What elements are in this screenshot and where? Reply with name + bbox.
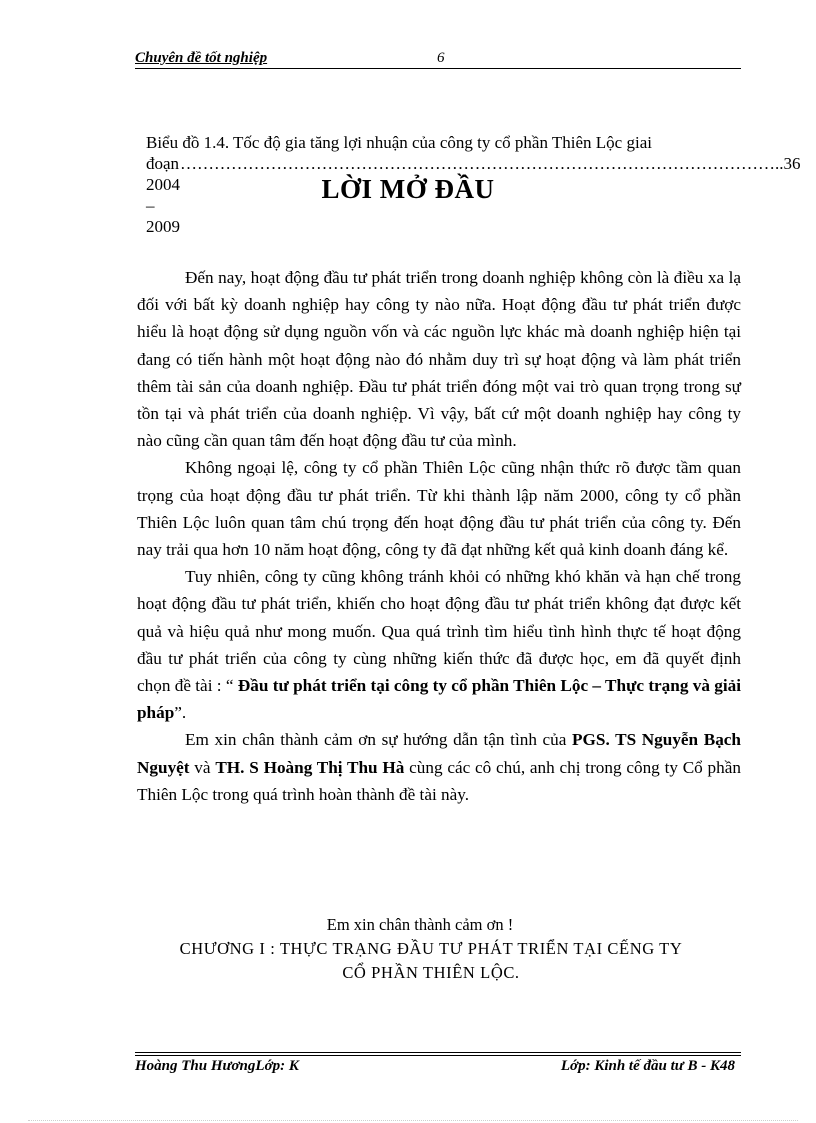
paragraph-2: Không ngoại lệ, công ty cổ phần Thiên Lộc cũng nhận thức rõ được tầm quan trọng của hoạt động đầu tư phát triển. Từ khi thành lập năm 2000, công ty cổ phần Thiên Lộc luôn quan tâm chú trọng đến hoạt động đầu tư phát triển của công ty. Đến nay trải qua hơn 10 năm hoạt động, công ty đã đạt những kết quả kinh doanh đáng kể.: [137, 458, 741, 560]
supervisor-2: TH. S Hoàng Thị Thu Hà: [215, 757, 405, 777]
thesis-topic: Đầu tư phát triển tại công ty cổ phần Thiên Lộc – Thực trạng và giải pháp: [137, 676, 742, 723]
footer-class: Lớp: Kinh tế đầu tư B - K48: [560, 1058, 735, 1074]
page-footer: [135, 1058, 741, 1078]
paragraph-4-mid: và: [189, 757, 216, 777]
paragraph-3-end: ”.: [174, 703, 187, 723]
page-edge: [28, 1120, 798, 1121]
header-rule: [135, 68, 741, 69]
page-header: [135, 50, 741, 70]
chapter-title-line2: CỔ PHẦN THIÊN LỘC.: [342, 963, 520, 982]
section-heading: LỜI MỞ ĐẦU: [321, 174, 495, 204]
toc-entry-page: ..36: [775, 154, 801, 173]
toc-leader-dots: ……………………………………………………………………………………………: [180, 154, 775, 173]
toc-entry-line1: Biểu đồ 1.4. Tốc độ gia tăng lợi nhuận của công ty cổ phần Thiên Lộc giai: [146, 133, 652, 152]
paragraph-4-end: cùng các cô chú, anh chị trong công ty Cổ phần Thiên Lộc trong quá trình hoàn thành đề tài này.: [137, 757, 741, 804]
page-number: 6: [437, 50, 445, 66]
supervisor-1: PGS. TS Nguyễn Bạch Nguyệt: [137, 730, 741, 777]
chapter-title-line1: CHƯƠNG I : THỰC TRẠNG ĐẦU TƯ PHÁT TRIỂN TẠI CẾNG TY: [179, 939, 683, 958]
body-text: [137, 264, 741, 808]
paragraph-3: [137, 563, 741, 726]
footer-author: Hoàng Thu HươngLớp: K: [135, 1058, 299, 1074]
footer-rule-thin: [135, 1052, 741, 1053]
footer-rule-thick: [135, 1055, 741, 1056]
paragraph-3-text: Tuy nhiên, công ty cũng không tránh khỏi có những khó khăn và hạn chế trong hoạt động đầu tư phát triển, khiến cho hoạt động đầu tư phát triển không đạt được kết quả và hiệu quả như mong muốn. Qua quá trình tìm hiểu tình hình thực tế hoạt động đầu tư phát triển của công ty cùng những kiến thức đã được học, em đã quyết định chọn đề tài : “: [137, 567, 741, 696]
paragraph-1: Đến nay, hoạt động đầu tư phát triển trong doanh nghiệp không còn là điều xa lạ đối với bất kỳ doanh nghiệp hay công ty nào nữa. Hoạt động đầu tư phát triển được hiểu là hoạt động sử dụng nguồn vốn và các nguồn lực khác mà doanh nghiệp hiện tại đang có tiến hành một hoạt động nào đó nhằm duy trì sự hoạt động và làm phát triển thêm tài sản của doanh nghiệp. Đầu tư phát triển đóng một vai trò quan trọng trong sự tồn tại và phát triển của doanh nghiệp. Vì vậy, bất cứ một doanh nghiệp hay công ty nào cũng cần quan tâm đến hoạt động đầu tư của mình.: [137, 268, 741, 451]
thanks-line: Em xin chân thành cảm ơn !: [326, 915, 514, 934]
paragraph-4-text: Em xin chân thành cảm ơn sự hướng dẫn tận tình của: [185, 730, 573, 750]
header-title: Chuyên đề tốt nghiệp: [135, 50, 268, 66]
closing-block: [0, 913, 816, 985]
toc-entry-period: đoạn 2004 – 2009: [146, 154, 180, 236]
paragraph-4: [137, 726, 741, 808]
